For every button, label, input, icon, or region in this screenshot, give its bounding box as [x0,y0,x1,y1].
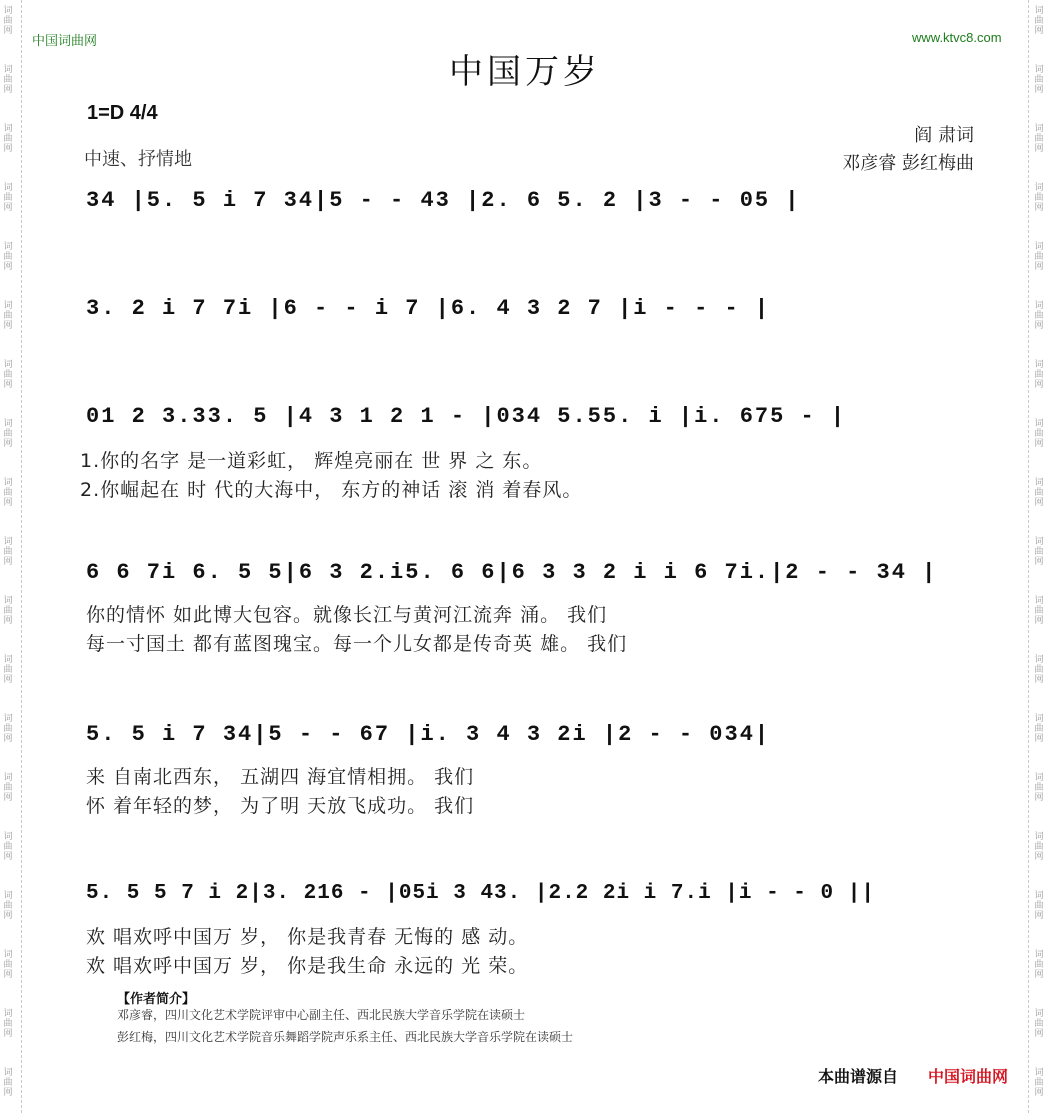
system-5-verse-1: 来 自南北西东， 五湖四 海宜情相拥。 我们 [86,766,475,788]
watermark-text: 词 曲 网 [1034,360,1044,390]
system-5-notes: 5. 5 i 7 34|5 - - 67 |i. 3 4 3 2i |2 - - 034| [86,722,771,747]
watermark-text: 词 曲 网 [3,891,13,921]
watermark-text: 词 曲 网 [3,773,13,803]
watermark-text: 词 曲 网 [3,360,13,390]
lyricist-credit: 阎 肃词 [914,125,974,146]
watermark-text: 词 曲 网 [1034,183,1044,213]
right-dashed-border [1028,0,1029,1113]
watermark-text: 词 曲 网 [1034,478,1044,508]
right-watermark-column [1031,0,1049,1113]
watermark-text: 词 曲 网 [1034,419,1044,449]
site-url-right[interactable]: www.ktvc8.com [912,30,1002,45]
left-dashed-border [21,0,22,1113]
system-6-verse-1: 欢 唱欢呼中国万 岁， 你是我青春 无悔的 感 动。 [86,926,529,948]
watermark-text: 词 曲 网 [1034,832,1044,862]
tempo-marking: 中速、抒情地 [84,149,192,170]
watermark-text: 词 曲 网 [1034,655,1044,685]
watermark-text: 词 曲 网 [1034,1009,1044,1039]
watermark-text: 词 曲 网 [3,6,13,36]
watermark-text: 词 曲 网 [1034,891,1044,921]
watermark-text: 词 曲 网 [3,478,13,508]
system-3-verse-2: 2.你崛起在 时 代的大海中， 东方的神话 滚 消 着春风。 [80,479,583,501]
system-5-verse-2: 怀 着年轻的梦， 为了明 天放飞成功。 我们 [86,795,475,817]
system-6-notes: 5. 5 5 7 i 2|3. 216 - |05i 3 43. |2.2 2i i 7.i |i - - 0 || [86,882,875,905]
watermark-text: 词 曲 网 [3,242,13,272]
watermark-text: 词 曲 网 [1034,6,1044,36]
system-1-notes: 34 |5. 5 i 7 34|5 - - 43 |2. 6 5. 2 |3 - - 05 | [86,188,801,213]
watermark-text: 词 曲 网 [1034,537,1044,567]
watermark-text: 词 曲 网 [1034,124,1044,154]
watermark-text: 词 曲 网 [1034,596,1044,626]
credits [842,122,974,178]
watermark-text: 词 曲 网 [3,832,13,862]
watermark-text: 词 曲 网 [1034,242,1044,272]
watermark-text: 词 曲 网 [1034,714,1044,744]
key-signature: 1=D 4/4 [87,102,158,124]
watermark-text: 词 曲 网 [3,301,13,331]
watermark-text: 词 曲 网 [1034,1068,1044,1098]
system-4-notes: 6 6 7i 6. 5 5|6 3 2.i5. 6 6|6 3 3 2 i i 6 7i.|2 - - 34 | [86,560,938,585]
source-site-link[interactable]: 中国词曲网 [928,1067,1009,1086]
watermark-text: 词 曲 网 [3,950,13,980]
watermark-text: 词 曲 网 [3,714,13,744]
system-3-notes: 01 2 3.33. 5 |4 3 1 2 1 - |034 5.55. i |i. 675 - | [86,404,847,429]
system-2-notes: 3. 2 i 7 7i |6 - - i 7 |6. 4 3 2 7 |i - - - | [86,296,771,321]
watermark-text: 词 曲 网 [3,419,13,449]
watermark-text: 词 曲 网 [1034,773,1044,803]
system-6-verse-2: 欢 唱欢呼中国万 岁， 你是我生命 永远的 光 荣。 [86,955,529,977]
author-intro-line: 彭红梅，四川文化艺术学院音乐舞蹈学院声乐系主任、西北民族大学音乐学院在读硕士 [117,1030,574,1044]
composer-credit: 邓彦睿 彭红梅曲 [842,153,974,174]
watermark-text: 词 曲 网 [3,65,13,95]
watermark-text: 词 曲 网 [1034,65,1044,95]
watermark-text: 词 曲 网 [1034,301,1044,331]
source-label: 本曲谱源自 [818,1067,899,1086]
watermark-text: 词 曲 网 [3,1009,13,1039]
watermark-text: 词 曲 网 [3,183,13,213]
watermark-text: 词 曲 网 [3,655,13,685]
system-4-verse-2: 每一寸国土 都有蓝图瑰宝。每一个儿女都是传奇英 雄。 我们 [86,633,628,655]
song-title: 中国万岁 [449,52,601,92]
watermark-text: 词 曲 网 [1034,950,1044,980]
system-3-verse-1: 1.你的名字 是一道彩虹， 辉煌亮丽在 世 界 之 东。 [80,450,543,472]
watermark-text: 词 曲 网 [3,596,13,626]
watermark-text: 词 曲 网 [3,537,13,567]
site-name-left[interactable]: 中国词曲网 [32,34,98,49]
watermark-text: 词 曲 网 [3,1068,13,1098]
author-intro-heading: 【作者简介】 [117,992,196,1007]
system-4-verse-1: 你的情怀 如此博大包容。就像长江与黄河江流奔 涌。 我们 [86,604,608,626]
left-watermark-column [0,0,18,1113]
author-intro-line: 邓彦睿，四川文化艺术学院评审中心副主任、西北民族大学音乐学院在读硕士 [117,1008,526,1022]
watermark-text: 词 曲 网 [3,124,13,154]
